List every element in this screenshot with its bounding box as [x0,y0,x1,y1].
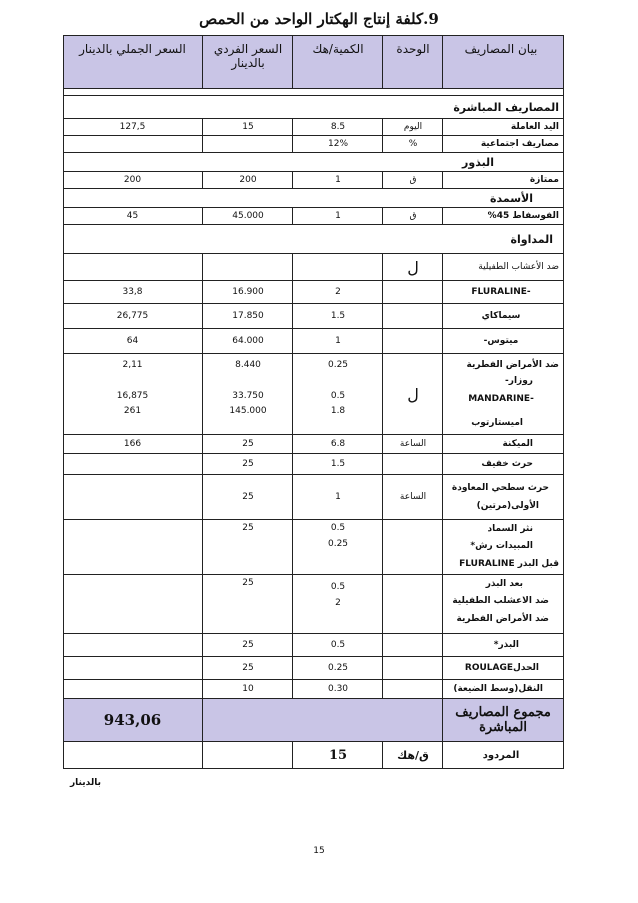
row-total: 200 [123,175,142,185]
row-qty: 1 [335,336,341,346]
row-qty: 0.5 [330,640,346,650]
row-unit-price: 8.440 [235,360,261,370]
row-total: 2,11 [122,360,143,370]
row-desc: اميستارتوب [471,418,523,428]
row-desc: البذر* [493,640,519,650]
page-number: 15 [313,846,325,856]
row-unit: الساعة [399,439,427,449]
row-desc: ضد الأعشاب الطفيلية [478,262,559,272]
row-qty: 8.5 [330,122,346,132]
table-row [63,475,564,520]
table-row [63,454,564,475]
row-qty: 12% [328,139,349,149]
yield-unit: ق/هك [397,748,429,762]
row-desc: ميتوس- [483,336,519,346]
table-row [63,136,564,153]
row-desc: ضد الاعشلب الطفيلية [452,596,549,606]
row-unit-price: 64.000 [232,336,264,346]
header-qty: الكمية/هك [312,42,364,56]
row-qty: 6.8 [330,439,346,449]
table-row [63,172,564,189]
row-unit-price: 145.000 [229,406,267,416]
table-row [63,254,564,281]
row-desc: روزار- [505,376,533,386]
row-qty: 0.30 [327,684,349,694]
spacer-row [63,89,564,96]
row-unit-price: 25 [242,523,254,533]
section-direct-label: المصاريف المباشرة [453,100,559,114]
table-row-group [63,520,564,575]
row-qty: 1.8 [330,406,346,416]
row-qty: 1 [335,211,341,221]
row-desc: الميكنة [502,439,533,449]
row-unit: ل [407,384,419,404]
row-unit-price: 25 [242,640,254,650]
row-total: 127,5 [119,122,146,132]
row-qty: 0.5 [330,582,346,592]
sum-value: 943,06 [103,711,162,729]
yield-row [63,742,564,769]
row-qty: 0.5 [330,391,346,401]
row-qty: 0.25 [327,539,349,549]
table-row [63,657,564,680]
sum-row [63,699,564,742]
row-qty: 0.5 [330,523,346,533]
section-seeds-text: البذور [462,155,494,169]
row-total: 26,775 [116,311,149,321]
table-row [63,208,564,225]
section-fertilizers-label: الأسمدة [489,191,533,205]
table-row-group [63,354,564,435]
row-desc: حرث خفيف [481,459,533,469]
table-row [63,680,564,699]
row-desc: المبيدات رش* [470,541,533,551]
page-title: 9.كلفة إنتاج الهكتار الواحد من الحمص [199,10,439,28]
row-unit: اليوم [403,122,423,132]
row-unit-price: 45.000 [232,211,264,221]
currency-footnote: بالدينار [70,778,101,788]
row-total: 33,8 [122,287,143,297]
row-desc: الحدلROULAGE [464,663,539,673]
row-desc: ممتازة [529,175,559,185]
row-unit-price: 200 [239,175,257,185]
sum-label [443,699,563,741]
table-row [63,304,564,329]
yield-label: المردود [482,749,520,761]
row-desc: النقل(وسط الضيعة) [453,684,543,694]
row-unit-price: 33.750 [232,391,264,401]
row-unit-price: 10 [242,684,254,694]
row-desc: ضد الأمراض الفطرية [456,614,549,624]
row-desc: مصاريف اجتماعية [480,139,559,149]
row-unit: الساعة [399,492,427,502]
row-qty: 2 [335,598,341,608]
section-direct [63,96,564,119]
row-desc: -MANDARINE [468,394,534,404]
row-qty: 0.25 [327,360,349,370]
section-seeds-label [63,153,563,171]
table-row-group [63,575,564,634]
header-unit: الوحدة [396,42,430,56]
row-desc: سيماكاي [481,311,521,321]
row-total: 166 [123,439,142,449]
section-pesticides [63,225,564,254]
section-fertilizers [63,189,564,208]
row-unit: % [408,139,418,149]
row-unit-price: 15 [242,122,254,132]
row-desc: قبل البذر FLURALINE [459,559,559,569]
row-unit-price: 25 [242,578,254,588]
row-qty: 0.25 [327,663,349,673]
table-header [63,35,564,89]
row-qty: 1 [335,492,341,502]
cost-table [63,35,564,769]
header-desc: بيان المصاريف [464,42,538,56]
section-pesticides-label: المداواة [510,232,553,246]
table-row [63,329,564,354]
row-unit: ل [407,257,419,277]
row-unit-price: 25 [242,492,254,502]
row-desc: حرث سطحي المعاودة [451,483,549,493]
row-desc: -FLURALINE [471,287,531,297]
row-desc: نثر السماد [487,524,533,534]
row-qty: 2 [335,287,341,297]
row-unit-price: 17.850 [232,311,264,321]
row-total: 16,875 [116,391,149,401]
table-row [63,634,564,657]
row-unit-price: 25 [242,439,254,449]
row-qty: 1.5 [330,311,346,321]
row-total: 261 [123,406,142,416]
sum-label-line2: المباشرة [479,720,527,735]
row-unit: ق [409,211,417,221]
yield-value: 15 [328,747,348,763]
row-desc: الأولى(مرتين) [476,501,539,511]
row-qty: 1.5 [330,459,346,469]
row-unit-price: 25 [242,663,254,673]
row-unit-price: 25 [242,459,254,469]
row-unit: ق [409,175,417,185]
header-total: السعر الجملي بالدينار [79,42,186,56]
row-desc: الفوسفاط 45% [487,211,559,221]
row-desc: بعد البذر [485,579,523,589]
row-total: 45 [126,211,139,221]
row-qty: 1 [335,175,341,185]
header-unit-price: السعر الفردي بالدينار [213,42,283,70]
section-seeds [63,153,564,172]
row-unit-price: 16.900 [232,287,264,297]
table-row [63,119,564,136]
row-desc: ضد الأمراض الفطرية [466,360,559,370]
table-row [63,281,564,304]
row-desc: اليد العاملة [510,122,559,132]
sum-label-line1: مجموع المصاريف [455,705,551,720]
table-row [63,435,564,454]
row-total: 64 [126,336,139,346]
